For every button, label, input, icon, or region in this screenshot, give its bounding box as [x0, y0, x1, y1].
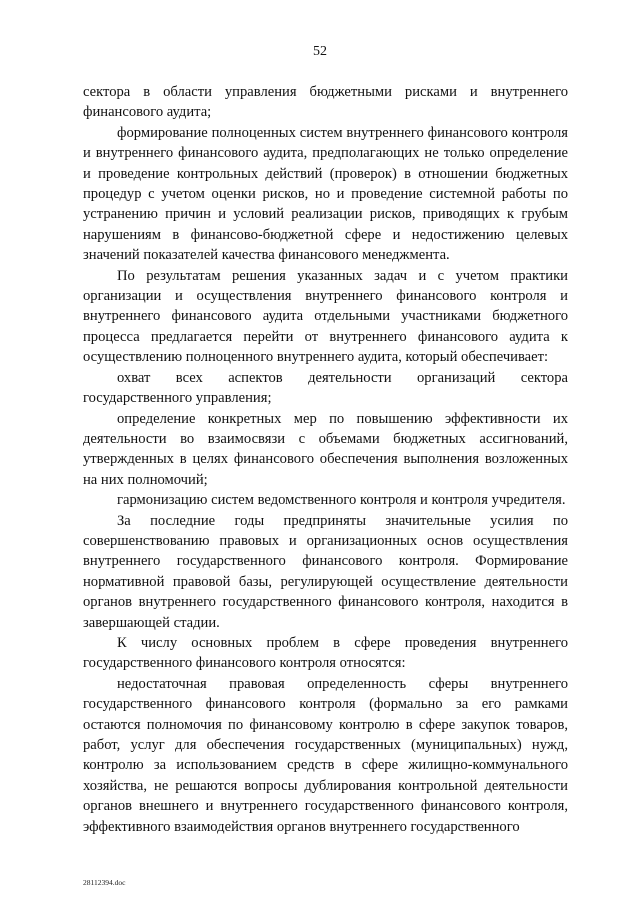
- paragraph: определение конкретных мер по повышению эффективности их деятельности во взаимосвязи с объемами бюджетных ассигнований, утвержденных в целях финансового обеспечения выполнения возложенных на них полномочий;: [83, 410, 568, 488]
- paragraph: формирование полноценных систем внутреннего финансового контроля и внутреннего финансового аудита, предполагающих не только определение и проведение контрольных действий (проверок) в отношении бюджетных процедур с учетом оценки рисков, но и проведение системной работы по устранению причин и условий реализации рисков, приводящих к грубым нарушениям в финансово-бюджетной сфере и недостижению целевых значений показателей качества финансового менеджмента.: [83, 124, 568, 264]
- paragraph: недостаточная правовая определенность сферы внутреннего государственного финансового контроля (формально за его рамками остаются полномочия по финансовому контролю в сфере закупок товаров, работ, услуг для обеспечения государственных (муниципальных) нужд, контролю за использованием средств в сфере жилищно-коммунального хозяйства, не решаются вопросы дублирования контрольной деятельности органов внешнего и внутреннего государственного финансового контроля, эффективного взаимодействия органов внутреннего государственного: [83, 675, 568, 835]
- document-body: [83, 82, 568, 837]
- paragraph: К числу основных проблем в сфере проведения внутреннего государственного финансового контроля относятся:: [83, 634, 568, 672]
- paragraph: За последние годы предприняты значительные усилия по совершенствованию правовых и организационных основ осуществления внутреннего государственного финансового контроля. Формирование нормативной правовой базы, регулирующей осуществление деятельности органов внутреннего государственного финансового контроля, находится в завершающей стадии.: [83, 512, 568, 631]
- paragraph: По результатам решения указанных задач и с учетом практики организации и осуществления внутреннего финансового контроля и внутреннего финансового аудита отдельными участниками бюджетного процесса предлагается перейти от внутреннего финансового аудита к осуществлению полноценного внутреннего аудита, который обеспечивает:: [83, 267, 568, 366]
- file-name-footer: 28112394.doc: [83, 878, 126, 887]
- paragraph: гармонизацию систем ведомственного контроля и контроля учредителя.: [117, 492, 566, 509]
- page-number: 52: [313, 44, 327, 59]
- paragraph: охват всех аспектов деятельности организаций сектора государственного управления;: [83, 369, 568, 407]
- paragraph: сектора в области управления бюджетными рисками и внутреннего финансового аудита;: [83, 84, 568, 121]
